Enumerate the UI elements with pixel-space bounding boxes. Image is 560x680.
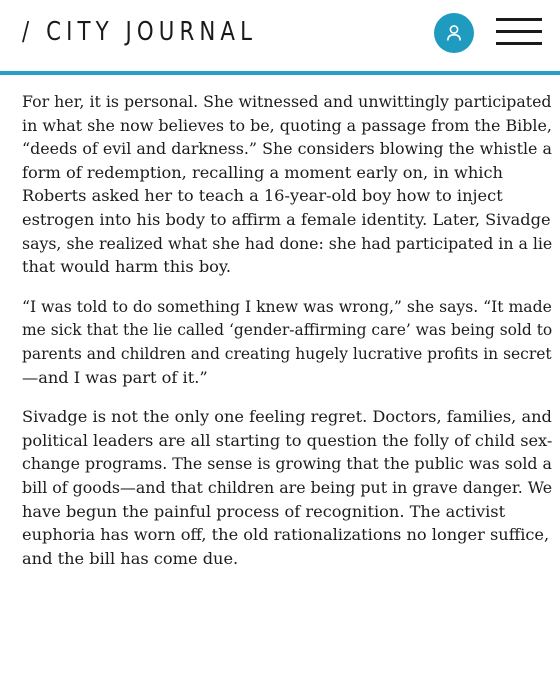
text-line: Sivadge is not the only one feeling regret. Doctors, families, and	[22, 407, 552, 427]
text-line: in what she now believes to be, quoting a passage from the Bible,	[22, 115, 552, 135]
article-body	[22, 90, 552, 586]
text-line: —and I was part of it.”	[22, 367, 208, 387]
text-line: and the bill has come due.	[22, 548, 239, 568]
text-line: form of redemption, recalling a moment early on, in which	[22, 162, 503, 182]
text-line: political leaders are all starting to question the folly of child sex-	[22, 430, 553, 450]
text-line: me sick that the lie called ‘gender-affirming care’ was being sold to	[22, 320, 553, 340]
text-line: says, she realized what she had done: she had participated in a lie	[22, 233, 553, 253]
text-line: For her, it is personal. She witnessed and unwittingly participated	[22, 92, 552, 111]
text-line: bill of goods—and that children are being put in grave danger. We	[22, 477, 553, 497]
text-line: have begun the painful process of recognition. The activist	[22, 501, 506, 521]
text-line: euphoria has worn off, the old rationalizations no longer suffice,	[22, 525, 550, 545]
text-line: change programs. The sense is growing that the public was sold a	[22, 454, 552, 474]
text-line: “deeds of evil and darkness.” She considers blowing the whistle a	[22, 139, 552, 159]
text-line: parents and children and creating hugely lucrative profits in secret	[22, 343, 552, 363]
user-icon	[446, 24, 462, 42]
text-line: estrogen into his body to affirm a female identity. Later, Sivadge	[22, 209, 551, 229]
text-line: that would harm this boy.	[22, 257, 232, 277]
article-paragraph-1	[22, 90, 552, 279]
menu-button[interactable]	[496, 18, 542, 46]
text-line: Roberts asked her to teach a 16-year-old boy how to inject	[22, 186, 503, 206]
account-button[interactable]	[434, 13, 474, 53]
article-paragraph-3	[22, 405, 552, 570]
header-accent-bar	[0, 71, 560, 75]
site-header	[0, 0, 560, 72]
text-line: “I was told to do something I knew was wrong,” she says. “It made	[22, 296, 552, 316]
site-logo[interactable]: / CITY JOURNAL	[22, 17, 258, 47]
article-paragraph-2	[22, 295, 552, 389]
